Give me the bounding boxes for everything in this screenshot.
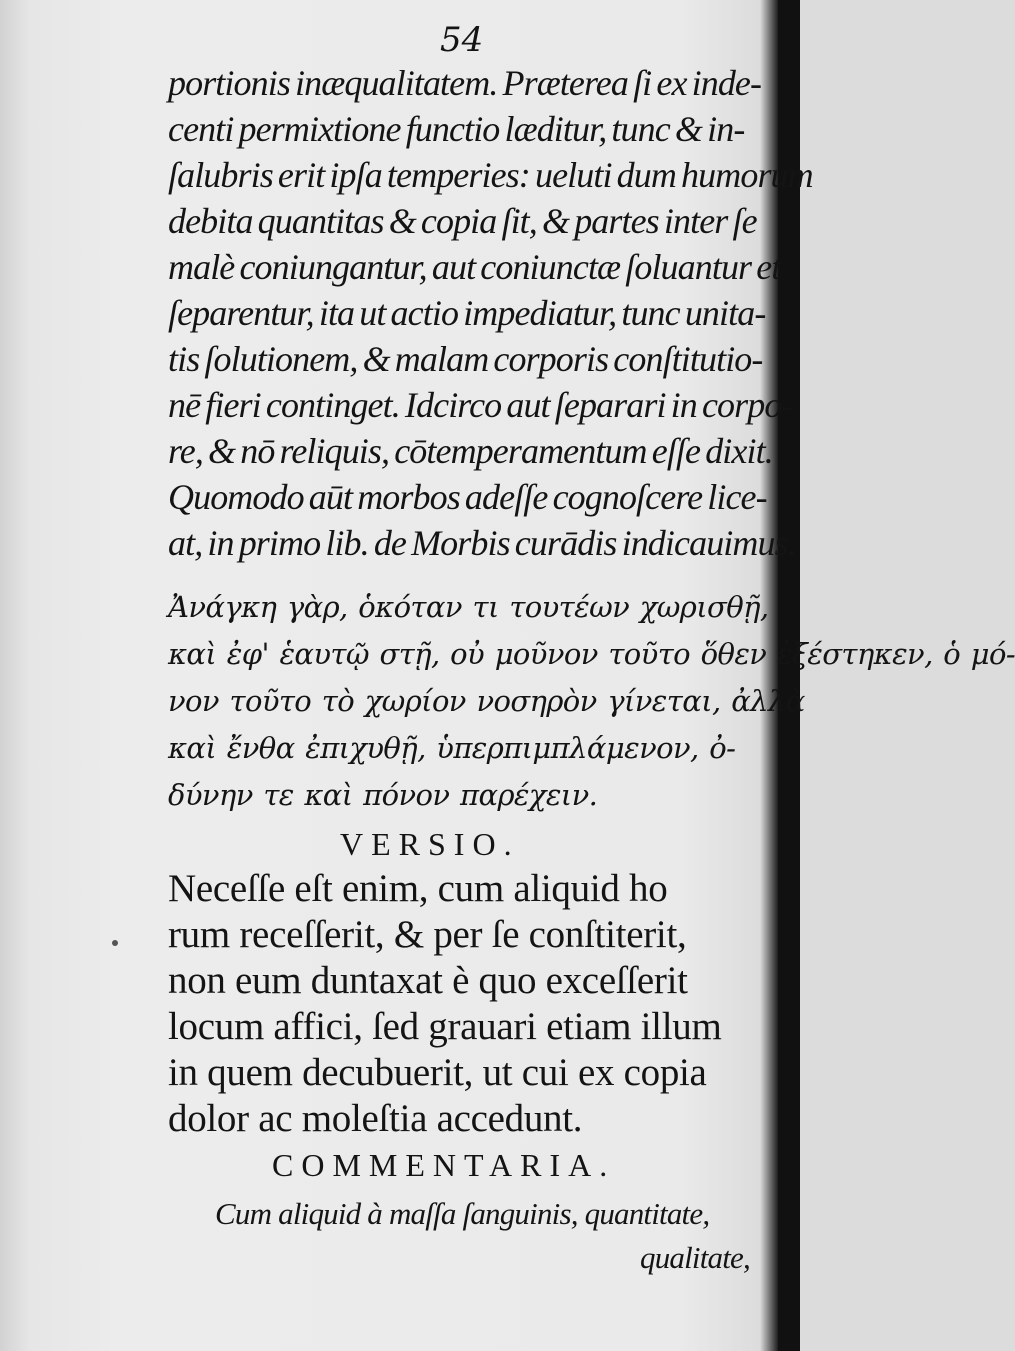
commentaria-heading: COMMENTARIA. bbox=[272, 1147, 616, 1183]
body-line: ſalubris erit ipſa temperies: ueluti dum humorum bbox=[168, 155, 813, 195]
versio-line: non eum duntaxat è quo exceſſerit bbox=[168, 959, 688, 1002]
greek-line: καὶ ἔνθα ἐπιχυθῇ, ὑπερπιμπλάμενον, ὀ- bbox=[168, 731, 736, 765]
body-line: debita quantitas & copia ſit, & partes inter ſe bbox=[168, 201, 757, 241]
body-line: nē fieri continget. Idcirco aut ſeparari in corpo- bbox=[168, 385, 793, 425]
versio-line: Neceſſe eſt enim, cum aliquid ho bbox=[168, 867, 668, 910]
versio-line: rum receſſerit, & per ſe conſtiterit, bbox=[168, 913, 687, 956]
book-spine-shadow bbox=[778, 0, 800, 1351]
body-line: centi permixtione functio læditur, tunc & in- bbox=[168, 109, 745, 149]
body-line: ſeparentur, ita ut actio impediatur, tunc unita- bbox=[168, 293, 766, 333]
greek-line: καὶ ἐφ' ἑαυτῷ στῇ, οὐ μοῦνον τοῦτο ὅθεν ἐξέστηκεν, ὁ μό- bbox=[168, 637, 1015, 671]
versio-line: in quem decubuerit, ut cui ex copia bbox=[168, 1051, 707, 1094]
commentaria-catchword: qualitate, bbox=[640, 1240, 750, 1275]
greek-line: Ἀνάγκη γὰρ, ὁκόταν τι τουτέων χωρισθῇ, bbox=[168, 590, 769, 624]
versio-heading: VERSIO. bbox=[340, 826, 520, 862]
page-number: 54 bbox=[440, 20, 484, 60]
commentaria-line: Cum aliquid à maſſa ſanguinis, quantitate, bbox=[215, 1196, 710, 1231]
body-line: Quomodo aūt morbos adeſſe cognoſcere lice- bbox=[168, 477, 767, 517]
versio-line: locum affici, ſed grauari etiam illum bbox=[168, 1005, 722, 1048]
body-line: malè coniungantur, aut coniunctæ ſoluantur et bbox=[168, 247, 781, 287]
body-line: re, & nō reliquis, cōtemperamentum eſſe dixit. bbox=[168, 431, 773, 471]
margin-ink-dot bbox=[112, 940, 118, 946]
body-line: at, in primo lib. de Morbis curādis indicauimus. bbox=[168, 523, 796, 563]
greek-line: δύνην τε καὶ πόνον παρέχειν. bbox=[168, 778, 598, 812]
versio-line: dolor ac moleſtia accedunt. bbox=[168, 1097, 583, 1140]
body-line: tis ſolutionem, & malam corporis conſtitutio- bbox=[168, 339, 763, 379]
greek-line: νον τοῦτο τὸ χωρίον νοσηρὸν γίνεται, ἀλλὰ bbox=[168, 684, 805, 718]
body-line: portionis inæqualitatem. Præterea ſi ex inde- bbox=[168, 63, 762, 103]
